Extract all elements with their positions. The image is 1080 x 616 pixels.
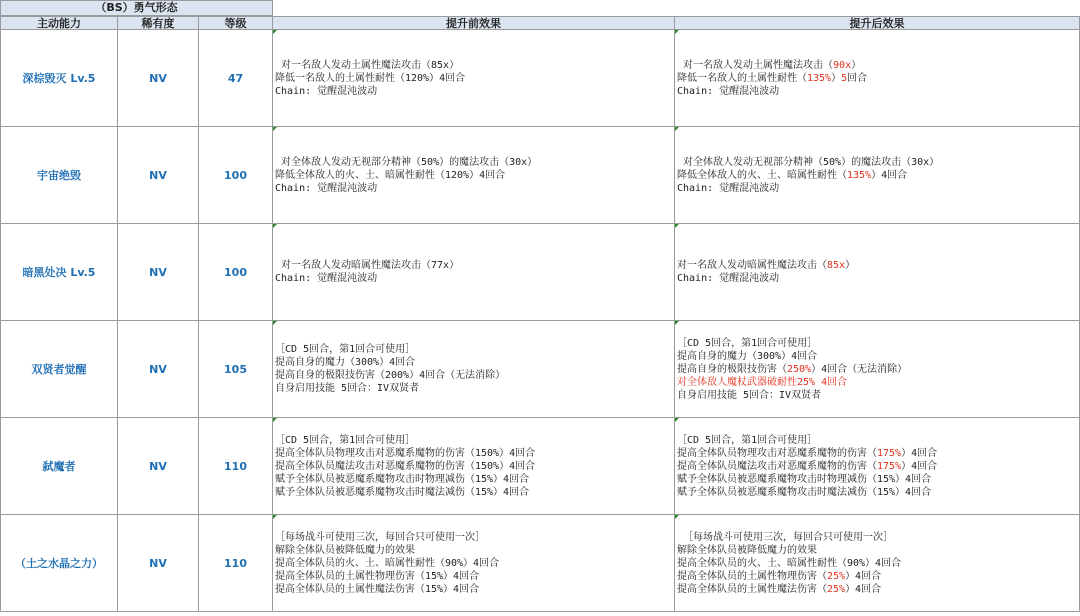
effect-text: 赋予全体队员被恶魔系魔物攻击时物理减伤（15%）4回合 — [677, 473, 932, 485]
effect-text: 降低一名敌人的土属性耐性（120%）4回合 — [275, 72, 466, 84]
rarity-cell: NV — [118, 127, 199, 224]
changed-value: 对全体敌人魔杖武器破耐性25% 4回合 — [677, 376, 848, 388]
effect-line — [677, 59, 1079, 72]
cell-comment-marker — [675, 30, 679, 34]
effect-line — [677, 72, 1079, 85]
ability-name-cell: （土之水晶之力） — [0, 515, 118, 612]
rarity-cell: NV — [118, 418, 199, 515]
before-effect-cell — [273, 321, 675, 418]
effect-line — [275, 72, 674, 85]
cell-comment-marker — [273, 515, 277, 519]
effect-line — [275, 356, 674, 369]
changed-value: 90x — [833, 59, 852, 71]
effect-text: ）4回合 — [845, 570, 882, 582]
effect-line — [677, 337, 1079, 350]
effect-text: 提高自身的极限技伤害（200%）4回合（无法消除） — [275, 370, 506, 381]
changed-value: 85x — [827, 260, 846, 271]
before-effect-cell — [273, 30, 675, 127]
effect-line — [677, 583, 1079, 596]
effect-line — [275, 272, 674, 285]
cell-comment-marker — [273, 321, 277, 325]
after-effect-cell — [675, 418, 1080, 515]
effect-text: 对一名敌人发动暗属性魔法攻击（ — [677, 260, 827, 271]
changed-value: 5 — [841, 72, 848, 84]
effect-text: 对一名敌人发动暗属性魔法攻击（77x） — [275, 260, 460, 271]
cell-comment-marker — [273, 418, 277, 422]
effect-text: ）4回合 — [871, 169, 908, 181]
effect-text: 对一名敌人发动土属性魔法攻击（ — [677, 59, 834, 71]
ability-name-cell: 双贤者觉醒 — [0, 321, 118, 418]
effect-text: ） — [831, 72, 842, 84]
ability-name-cell: 弑魔者 — [0, 418, 118, 515]
ability-name-cell: 深棕毁灭 Lv.5 — [0, 30, 118, 127]
after-effect-cell — [675, 30, 1080, 127]
effect-text: 对一名敌人发动土属性魔法攻击（85x） — [275, 59, 460, 71]
header-rarity: 稀有度 — [118, 16, 199, 30]
effect-text: 提高全体队员物理攻击对恶魔系魔物的伤害（ — [677, 447, 877, 459]
after-effect-cell — [675, 515, 1080, 612]
level-cell: 105 — [199, 321, 273, 418]
effect-text: 自身启用技能 5回合：IV双贤者 — [275, 383, 420, 394]
effect-text: 提高自身的魔力（300%）4回合 — [275, 357, 416, 368]
before-effect-cell — [273, 224, 675, 321]
before-effect-cell — [273, 127, 675, 224]
effect-line — [677, 447, 1079, 460]
effect-line — [275, 486, 674, 499]
effect-text: 提高自身的魔力（300%）4回合 — [677, 350, 818, 362]
effect-line — [677, 272, 1079, 285]
effect-text: 提高全体队员的火、土、暗属性耐性（90%）4回合 — [677, 557, 902, 569]
changed-value: 135% — [847, 169, 872, 181]
effect-text: 提高全体队员魔法攻击对恶魔系魔物的伤害（150%）4回合 — [275, 460, 536, 472]
effect-line — [275, 259, 674, 272]
effect-line — [275, 156, 674, 169]
level-cell: 47 — [199, 30, 273, 127]
effect-line — [677, 473, 1079, 486]
ability-name-cell: 暗黑处决 Lv.5 — [0, 224, 118, 321]
effect-text: 提高全体队员魔法攻击对恶魔系魔物的伤害（ — [677, 460, 877, 472]
rarity-cell: NV — [118, 321, 199, 418]
effect-line — [275, 460, 674, 473]
effect-text: ）4回合 — [845, 583, 882, 595]
cell-comment-marker — [273, 127, 277, 131]
effect-text: 提高全体队员的土属性物理伤害（15%）4回合 — [275, 570, 480, 582]
cell-comment-marker — [675, 127, 679, 131]
effect-text: ［每场战斗可使用三次，每回合只可使用一次］ — [677, 531, 894, 543]
header-level: 等级 — [199, 16, 273, 30]
effect-text: ［CD 5回合，第1回合可使用］ — [677, 337, 818, 349]
effect-line — [677, 363, 1079, 376]
effect-line — [275, 382, 674, 395]
effect-line — [677, 460, 1079, 473]
cell-comment-marker — [273, 224, 277, 228]
table-title: （BS）勇气形态 — [0, 0, 273, 16]
header-after-effect: 提升后效果 — [675, 16, 1080, 30]
effect-text: 赋予全体队员被恶魔系魔物攻击时魔法减伤（15%）4回合 — [677, 486, 932, 498]
after-effect-cell — [675, 321, 1080, 418]
cell-comment-marker — [675, 515, 679, 519]
level-cell: 100 — [199, 224, 273, 321]
changed-value: 25% — [827, 570, 846, 582]
effect-line — [677, 570, 1079, 583]
cell-comment-marker — [273, 30, 277, 34]
header-ability: 主动能力 — [0, 16, 118, 30]
changed-value: 250% — [787, 363, 812, 375]
effect-text: ［CD 5回合，第1回合可使用］ — [275, 434, 416, 446]
effect-line — [677, 486, 1079, 499]
effect-text: 提高全体队员的土属性魔法伤害（ — [677, 583, 827, 595]
header-before-effect: 提升前效果 — [273, 16, 675, 30]
effect-line — [275, 447, 674, 460]
effect-text: 解除全体队员被降低魔力的效果 — [677, 544, 817, 556]
effect-line — [677, 350, 1079, 363]
effect-line — [275, 343, 674, 356]
effect-line — [275, 369, 674, 382]
effect-line — [275, 434, 674, 447]
effect-text: 提高全体队员的火、土、暗属性耐性（90%）4回合 — [275, 557, 500, 569]
effect-line — [677, 156, 1079, 169]
rarity-cell: NV — [118, 224, 199, 321]
changed-value: 25% — [827, 583, 846, 595]
effect-text: 解除全体队员被降低魔力的效果 — [275, 544, 415, 556]
level-cell: 110 — [199, 418, 273, 515]
effect-line — [677, 259, 1079, 272]
effect-line — [275, 544, 674, 557]
effect-text: 赋予全体队员被恶魔系魔物攻击时物理减伤（15%）4回合 — [275, 473, 530, 485]
rarity-cell: NV — [118, 30, 199, 127]
effect-text: Chain: 觉醒混沌波动 — [677, 273, 780, 284]
effect-text: 提高全体队员的土属性物理伤害（ — [677, 570, 827, 582]
effect-line — [677, 531, 1079, 544]
effect-text: 赋予全体队员被恶魔系魔物攻击时魔法减伤（15%）4回合 — [275, 486, 530, 498]
effect-line — [677, 85, 1079, 98]
effect-text: 提高自身的极限技伤害（ — [677, 363, 787, 375]
effect-text: ） — [851, 59, 862, 71]
effect-text: ）4回合 — [901, 460, 938, 472]
changed-value: 175% — [877, 447, 902, 459]
effect-line — [677, 182, 1079, 195]
effect-line — [275, 59, 674, 72]
ability-name-cell: 宇宙绝毁 — [0, 127, 118, 224]
effect-text: 自身启用技能 5回合：IV双贤者 — [677, 389, 822, 401]
cell-comment-marker — [675, 224, 679, 228]
effect-line — [275, 557, 674, 570]
effect-text: 提高全体队员的土属性魔法伤害（15%）4回合 — [275, 583, 480, 595]
before-effect-cell — [273, 515, 675, 612]
effect-line — [275, 583, 674, 596]
effect-text: ） — [845, 260, 856, 271]
effect-text: 回合 — [847, 72, 868, 84]
effect-text: ［CD 5回合，第1回合可使用］ — [275, 344, 416, 355]
effect-text: ）4回合 — [901, 447, 938, 459]
effect-line — [677, 557, 1079, 570]
after-effect-cell — [675, 224, 1080, 321]
effect-text: Chain: 觉醒混沌波动 — [275, 273, 378, 284]
effect-line — [275, 182, 674, 195]
effect-line — [677, 434, 1079, 447]
effect-text: ）4回合（无法消除） — [811, 363, 908, 375]
effect-text: 降低全体敌人的火、土、暗属性耐性（ — [677, 169, 847, 181]
effect-text: Chain: 觉醒混沌波动 — [275, 182, 378, 194]
cell-comment-marker — [675, 418, 679, 422]
changed-value: 135% — [807, 72, 832, 84]
level-cell: 100 — [199, 127, 273, 224]
effect-line — [275, 85, 674, 98]
effect-text: Chain: 觉醒混沌波动 — [677, 182, 780, 194]
effect-text: Chain: 觉醒混沌波动 — [677, 85, 780, 97]
effect-text: 降低一名敌人的土属性耐性（ — [677, 72, 807, 84]
effect-line — [275, 570, 674, 583]
effect-line — [677, 544, 1079, 557]
changed-value: 175% — [877, 460, 902, 472]
cell-comment-marker — [675, 321, 679, 325]
effect-line — [275, 531, 674, 544]
effect-text: 降低全体敌人的火、土、暗属性耐性（120%）4回合 — [275, 169, 506, 181]
effect-text: 对全体敌人发动无视部分精神（50%）的魔法攻击（30x） — [275, 156, 538, 168]
effect-line — [677, 376, 1079, 389]
after-effect-cell — [675, 127, 1080, 224]
effect-text: ［每场战斗可使用三次，每回合只可使用一次］ — [275, 531, 485, 543]
effect-line — [677, 389, 1079, 402]
effect-text: 提高全体队员物理攻击对恶魔系魔物的伤害（150%）4回合 — [275, 447, 536, 459]
level-cell: 110 — [199, 515, 273, 612]
rarity-cell: NV — [118, 515, 199, 612]
effect-text: ［CD 5回合，第1回合可使用］ — [677, 434, 818, 446]
effect-line — [275, 169, 674, 182]
before-effect-cell — [273, 418, 675, 515]
effect-text: 对全体敌人发动无视部分精神（50%）的魔法攻击（30x） — [677, 156, 940, 168]
effect-line — [677, 169, 1079, 182]
effect-text: Chain: 觉醒混沌波动 — [275, 85, 378, 97]
effect-line — [275, 473, 674, 486]
